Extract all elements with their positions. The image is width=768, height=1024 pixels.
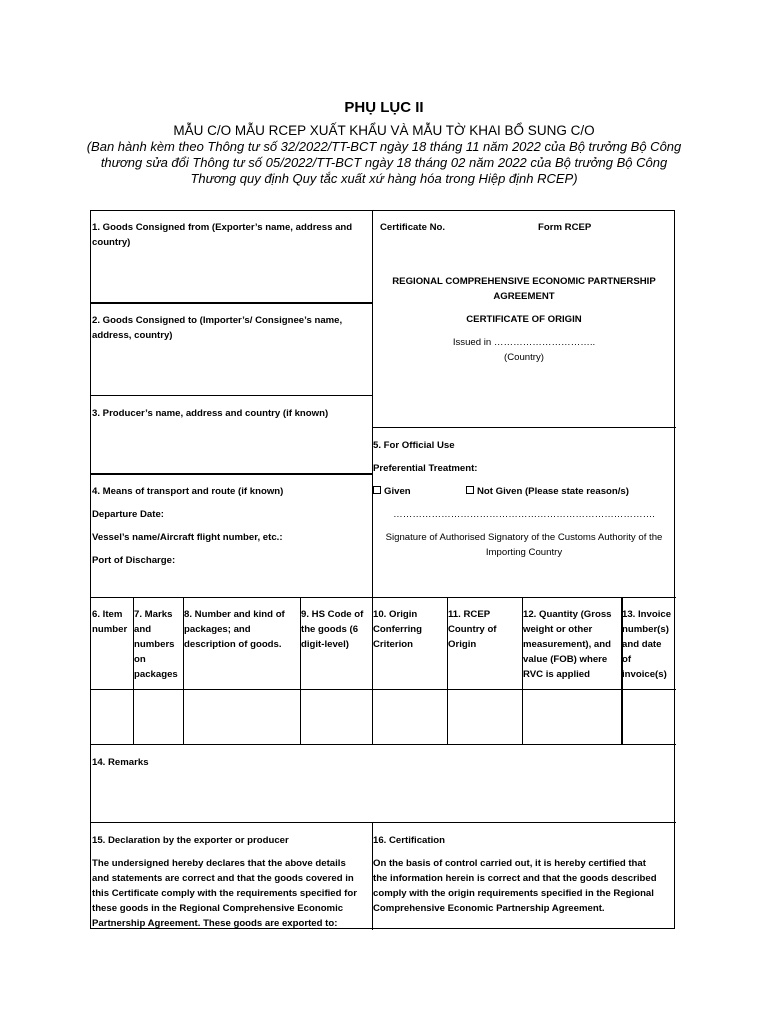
divider-box2-box3 (91, 395, 373, 396)
column-header-13-line: 13. Invoice (622, 609, 672, 620)
box1-exporter-label: 1. Goods Consigned from (Exporter’s name, address and country) (92, 222, 353, 248)
box3-producer-label: 3. Producer’s name, address and country (if known) (92, 408, 329, 419)
column-header-10-line: 10. Origin (373, 609, 418, 620)
column-header-10-line: Conferring (373, 624, 423, 635)
box16-certification-label: 16. Certification (373, 835, 445, 846)
box4-vessel-label: Vessel’s name/Aircraft flight number, etc.: (92, 532, 283, 543)
column-header-12 (523, 607, 620, 682)
box5-not-given-option[interactable]: Not Given (Please state reason/s) (466, 484, 671, 499)
box14-remarks-label: 14. Remarks (92, 757, 149, 768)
column-header-9-line: the goods (6 (301, 624, 359, 635)
column-header-8 (184, 607, 299, 652)
box16-certification-text (373, 856, 675, 916)
divider-cert-box5 (372, 427, 676, 428)
agreement-name-line-1: REGIONAL COMPREHENSIVE ECONOMIC PARTNERSHIP (392, 276, 656, 287)
box16-lines-line: Comprehensive Economic Partnership Agreement. (373, 903, 605, 914)
column-header-6-line: number (92, 624, 128, 635)
column-header-9 (301, 607, 371, 652)
legal-note-line-2: thương sửa đổi Thông tư số 05/2022/TT-BCT ngày 18 tháng 02 năm 2022 của Bộ trưởng Bộ Công (100, 155, 668, 170)
box15-declaration-text (92, 856, 372, 931)
box4-departure-date-label: Departure Date: (92, 509, 164, 520)
appendix-subtitle: MẪU C/O MẪU RCEP XUẤT KHẨU VÀ MẪU TỜ KHAI BỔ SUNG C/O (173, 123, 595, 138)
box4-transport-label: 4. Means of transport and route (if known) (92, 486, 284, 497)
column-header-7 (134, 607, 182, 682)
column-header-12-line: value (FOB) where (523, 654, 608, 665)
certificate-of-origin-title: CERTIFICATE OF ORIGIN (466, 314, 582, 325)
agreement-name-line-2: AGREEMENT (493, 291, 555, 302)
column-header-7-line: numbers (134, 639, 175, 650)
not-given-checkbox-icon[interactable] (466, 486, 474, 494)
legal-note-line-3: Thương quy định Quy tắc xuất xứ hàng hóa trong Hiệp định RCEP) (190, 171, 578, 186)
box15-declaration-label: 15. Declaration by the exporter or producer (92, 835, 289, 846)
column-header-11-line: Origin (448, 639, 477, 650)
column-header-12-line: weight or other (523, 624, 593, 635)
column-header-13-line: number(s) (622, 624, 669, 635)
column-header-12-line: RVC is applied (523, 669, 590, 680)
form-rcep-label: Form RCEP (538, 222, 592, 233)
column-header-8-line: 8. Number and kind of (184, 609, 285, 620)
issued-in-field: Issued in ………………………….. (452, 337, 596, 348)
divider-columns-top (91, 597, 676, 598)
box15-lines-line: these goods in the Regional Comprehensive Economic (92, 903, 344, 914)
box2-importer-label: 2. Goods Consigned to (Importer’s/ Consignee’s name, address, country) (92, 315, 343, 341)
divider-box3-box4 (91, 473, 373, 475)
box15-lines-line: and statements are correct and that the goods covered in (92, 873, 354, 884)
box15-lines-line: Partnership Agreement. These goods are exported to: (92, 918, 338, 929)
box5-official-use-label: 5. For Official Use (373, 440, 455, 451)
rcep-certificate-form (90, 210, 675, 929)
column-header-13 (622, 607, 676, 682)
box5-signature-line-2: Importing Country (485, 547, 563, 558)
column-header-8-line: description of goods. (184, 639, 282, 650)
box5-reason-dotted-line: ………………………………………………………………………. (393, 509, 655, 520)
column-header-10-line: Criterion (373, 639, 413, 650)
box16-lines-line: comply with the origin requirements specified in the Regional (373, 888, 654, 899)
column-header-7-line: and (134, 624, 152, 635)
divider-remarks-bottom (91, 822, 676, 823)
divider-upper-vertical (372, 211, 373, 597)
box15-lines-line: The undersigned hereby declares that the above details (92, 858, 346, 869)
column-header-13-line: of (622, 654, 632, 665)
column-header-6-line: 6. Item (92, 609, 123, 620)
legal-note-line-1: (Ban hành kèm theo Thông tư số 32/2022/TT-BCT ngày 18 tháng 11 năm 2022 của Bộ trưởng Bộ Công (86, 139, 682, 154)
column-header-9-line: 9. HS Code of (301, 609, 364, 620)
box4-port-label: Port of Discharge: (92, 555, 176, 566)
column-header-12-line: 12. Quantity (Gross (523, 609, 612, 620)
column-header-10 (373, 607, 446, 652)
column-header-13-line: and date (622, 639, 662, 650)
box16-lines-line: On the basis of control carried out, it is hereby certified that (373, 858, 646, 869)
box5-signature-line-1: Signature of Authorised Signatory of the Customs Authority of the (385, 532, 663, 543)
column-header-13-line: invoice(s) (622, 669, 667, 680)
column-header-12-line: measurement), and (523, 639, 611, 650)
column-header-7-line: packages (134, 669, 178, 680)
document-header (60, 98, 708, 187)
column-header-11-line: 11. RCEP (448, 609, 491, 620)
divider-box1-box2 (91, 302, 373, 304)
divider-columns-header (91, 689, 676, 690)
column-header-9-line: digit-level) (301, 639, 349, 650)
column-header-6 (92, 607, 132, 637)
certificate-number-label: Certificate No. (380, 222, 446, 233)
appendix-title: PHỤ LỤC II (344, 99, 424, 116)
box16-lines-line: the information herein is correct and that the goods described (373, 873, 657, 884)
given-checkbox-icon[interactable] (373, 486, 381, 494)
box5-given-option[interactable]: Given (373, 484, 463, 499)
box5-preferential-label: Preferential Treatment: (373, 463, 478, 474)
divider-columns-bottom (91, 744, 676, 745)
column-header-11-line: Country of (448, 624, 497, 635)
column-header-7-line: on (134, 654, 146, 665)
box15-lines-line: this Certificate comply with the requirements specified for (92, 888, 357, 899)
column-header-7-line: 7. Marks (134, 609, 173, 620)
column-header-8-line: packages; and (184, 624, 251, 635)
column-header-11 (448, 607, 521, 652)
issued-country-label: (Country) (504, 352, 544, 363)
